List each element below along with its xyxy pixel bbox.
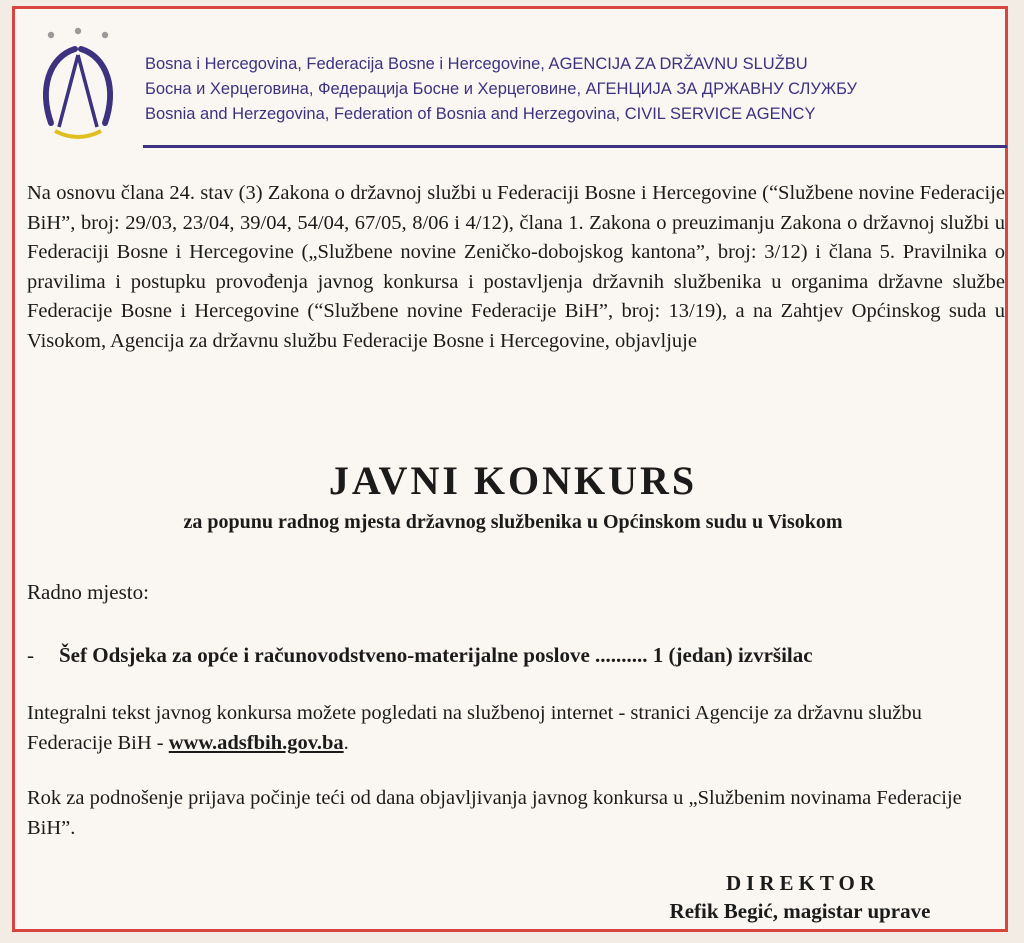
signature-name: Refik Begić, magistar uprave (669, 899, 931, 923)
integral-text: Integralni tekst javnog konkursa možete pogledati na službenoj internet - stranici Agencije za državnu službu Federacije BiH - (27, 702, 922, 754)
header-rule (143, 145, 1007, 148)
agency-name-block (145, 52, 857, 127)
signature-title: DIREKTOR (726, 871, 880, 895)
deadline-paragraph: Rok za podnošenje prijava počinje teći od dana objavljivanja javnog konkursa u „Službenim novinama Federacije BiH”. (27, 787, 962, 839)
integral-end: . (343, 731, 349, 754)
agency-name-english: Bosnia and Herzegovina, Federation of Bosnia and Herzegovina, CIVIL SERVICE AGENCY (145, 105, 816, 123)
agency-name-cyrillic: Босна и Херцеговина, Федерација Босне и Херцеговине, АГЕНЦИЈА ЗА ДРЖАВНУ СЛУЖБУ (145, 80, 857, 98)
notice-frame (12, 6, 1008, 932)
notice-title: JAVNI KONKURS (328, 458, 698, 503)
position-label: Radno mjesto: (27, 580, 149, 604)
intro-paragraph: Na osnovu člana 24. stav (3) Zakona o državnoj službi u Federaciji Bosne i Hercegovine (“Službene novine Federacije BiH”, broj: 29/03, 23/04, 39/04, 54/04, 67/05, 8/06 i 4/12), člana 1. Zakona o preuzimanju Zakona o državnoj službi u Federaciji Bosne i Hercegovine („Službene novine Zeničko-dobojskog kantona”, broj: 3/12) i člana 5. Pravilnika o pravilima i postupku provođenja javnog konkursa i postavljenja državnih službenika u organima državne službe Federacije Bosne i Hercegovine (“Službene novine Federacije BiH”, broj: 13/19), a na Zahtjev Općinskog suda u Visokom, Agencija za državnu službu Federacije Bosne i Hercegovine, objavljuje (27, 182, 1005, 352)
notice-subtitle: za popunu radnog mjesta državnog službenika u Općinskom sudu u Visokom (183, 511, 843, 533)
agency-name-latin: Bosna i Hercegovina, Federacija Bosne i Hercegovine, AGENCIJA ZA DRŽAVNU SLUŽBU (145, 55, 808, 73)
position-dash: - (27, 643, 34, 667)
position-item (27, 643, 813, 668)
position-text: Šef Odsjeka za opće i računovodstveno-materijalne poslove .......... 1 (jedan) izvršilac (59, 643, 813, 667)
agency-website-link[interactable]: www.adsfbih.gov.ba (168, 731, 344, 754)
agency-logo-icon (35, 27, 121, 145)
integral-text-paragraph (27, 699, 1005, 758)
